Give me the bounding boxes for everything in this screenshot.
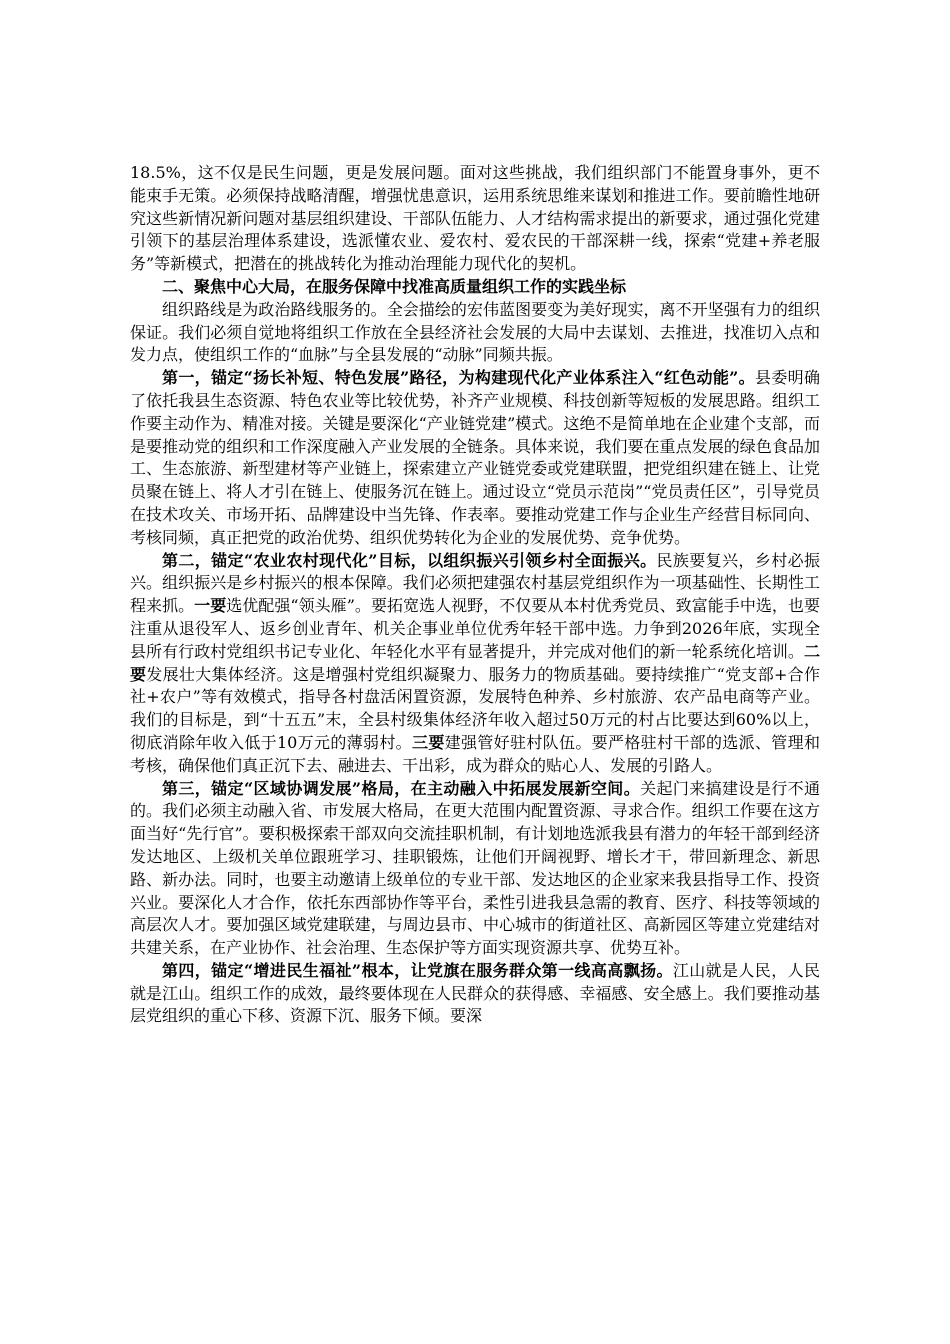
paragraph-second-part-three: 建强管好驻村队伍。要严格驻村干部的选派、管理和考核，确保他们真正沉下去、融进去、干出彩，成为群众的贴心人、发展的引路人。 bbox=[130, 732, 820, 775]
keyword-one: 一要 bbox=[194, 596, 227, 616]
paragraph-first-body: 县委明确了依托我县生态资源、特色农业等比较优势，补齐产业规模、科技创新等短板的发展思路。组织工作要主动作为、精准对接。关键是要深化“产业链党建”模式。这绝不是简单地在企业建个支部，而是要推动党的组织和工作深度融入产业发展的全链条。具体来说，我们要在重点发展的绿色食品加工、生态旅游、新型建材等产业链上，探索建立产业链党委或党建联盟，把党组织建在链上、让党员聚在链上、将人才引在链上、使服务沉在链上。通过设立“党员示范岗”“党员责任区”，引导党员在技术攻关、市场开拓、品牌建设中当先锋、作表率。要推动党建工作与企业生产经营目标同向、考核同频，真正把党的政治优势、组织优势转化为企业的发展优势、竞争优势。 bbox=[130, 368, 820, 547]
paragraph-second bbox=[130, 550, 820, 778]
keyword-two: 二要 bbox=[130, 641, 820, 684]
paragraph-fourth-lead: 第四，锚定“增进民生福祉”根本，让党旗在服务群众第一线高高飘扬。 bbox=[162, 960, 673, 980]
paragraph-intro: 组织路线是为政治路线服务的。全会描绘的宏伟蓝图要变为美好现实，离不开坚强有力的组织保证。我们必须自觉地将组织工作放在全县经济社会发展的大局中去谋划、去推进，找准切入点和发力点，使组织工作的“血脉”与全县发展的“动脉”同频共振。 bbox=[130, 299, 820, 365]
paragraph-third bbox=[130, 778, 820, 960]
paragraph-second-part-two: 发展壮大集体经济。这是增强村党组织凝聚力、服务力的物质基础。要持续推广“党支部+合作社+农户”等有效模式，指导各村盘活闲置资源，发展特色种养、乡村旅游、农产品电商等产业。我们的目标是，到“十五五”末，全县村级集体经济年收入超过50万元的村占比要达到60%以上，彻底消除年收入低于10万元的薄弱村。 bbox=[130, 664, 820, 752]
paragraph-second-lead: 第二，锚定“农业农村现代化”目标，以组织振兴引领乡村全面振兴。 bbox=[162, 550, 657, 570]
paragraph-continuation: 18.5%，这不仅是民生问题，更是发展问题。面对这些挑战，我们组织部门不能置身事外，更不能束手无策。必须保持战略清醒，增强忧患意识，运用系统思维来谋划和推进工作。要前瞻性地研究这些新情况新问题对基层组织建设、干部队伍能力、人才结构需求提出的新要求，通过强化党建引领下的基层治理体系建设，选派懂农业、爱农村、爱农民的干部深耕一线，探索“党建+养老服务”等新模式，把潜在的挑战转化为推动治理能力现代化的契机。 bbox=[130, 163, 820, 274]
paragraph-fourth bbox=[130, 960, 820, 1028]
paragraph-second-part-one: 选优配强“领头雁”。要拓宽选人视野，不仅要从本村优秀党员、致富能手中选，也要注重从退役军人、返乡创业青年、机关企事业单位优秀年轻干部中选。力争到2026年底，实现全县所有行政村党组织书记专业化、年轻化水平有显著提升，并完成对他们的新一轮系统化培训。 bbox=[130, 596, 820, 661]
paragraph-third-lead: 第三，锚定“区域协调发展”格局，在主动融入中拓展发展新空间。 bbox=[162, 778, 641, 798]
paragraph-second-intro: 民族要复兴，乡村必振兴。组织振兴是乡村振兴的根本保障。我们必须把建强农村基层党组织作为一项基础性、长期性工程来抓。 bbox=[130, 550, 820, 616]
keyword-three: 三要 bbox=[412, 732, 445, 752]
paragraph-fourth-body: 江山就是人民，人民就是江山。组织工作的成效，最终要体现在人民群众的获得感、幸福感、安全感上。我们要推动基层党组织的重心下移、资源下沉、服务下倾。要深 bbox=[130, 960, 820, 1026]
paragraph-third-body: 关起门来搞建设是行不通的。我们必须主动融入省、市发展大格局，在更大范围内配置资源、寻求合作。组织工作要在这方面当好“先行官”。要积极探索干部双向交流挂职机制，有计划地选派我县有潜力的年轻干部到经济发达地区、上级机关单位跟班学习、挂职锻炼，让他们开阔视野、增长才干，带回新理念、新思路、新办法。同时，也要主动邀请上级单位的专业干部、发达地区的企业家来我县指导工作、投资兴业。要深化人才合作，依托东西部协作等平台，柔性引进我县急需的教育、医疗、科技等领域的高层次人才。要加强区域党建联建，与周边县市、中心城市的街道社区、高新园区等建立党建结对共建关系，在产业协作、社会治理、生态保护等方面实现资源共享、优势互补。 bbox=[130, 778, 820, 958]
paragraph-first bbox=[130, 367, 820, 549]
paragraph-first-lead: 第一，锚定“扬长补短、特色发展”路径，为构建现代化产业体系注入“红色动能”。 bbox=[162, 368, 756, 388]
document-page bbox=[130, 162, 820, 1028]
section-heading: 二、聚焦中心大局，在服务保障中找准高质量组织工作的实践坐标 bbox=[162, 276, 627, 296]
